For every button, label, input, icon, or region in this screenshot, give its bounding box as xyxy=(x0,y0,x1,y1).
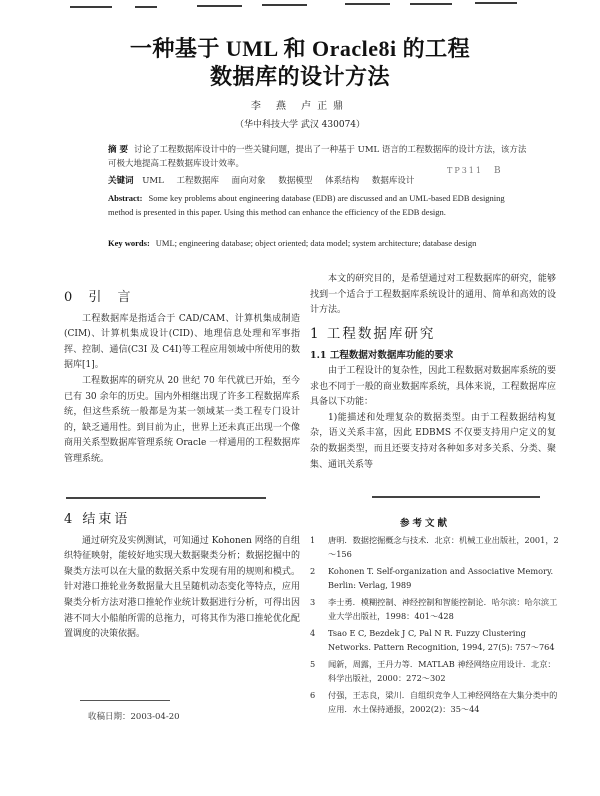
keywords-en xyxy=(108,236,528,250)
paragraph: 工程数据库的研究从 20 世纪 70 年代就已开始，至今已有 30 余年的历史。国内外相继出现了许多工程数据库系统，但这些系统一般都是为某一领域某一类工程专门设计的，缺乏通用性。到目前为止，世界上还未真正出现一个像商用关系型数据库管理系统 Oracle 一样通用的工程数据库管理系统。 xyxy=(64,375,300,464)
header-rule xyxy=(197,5,242,7)
keywords-en-label: Key words: xyxy=(108,238,150,248)
header-rule xyxy=(70,6,112,8)
right-column-intro xyxy=(310,272,556,473)
paragraph: 工程数据库是指适合于 CAD/CAM、计算机集成制造(CIM)、计算机集成设计(CID)、地理信息处理和军事指挥、控制、通信(C3I 及 C4I)等工程应用领域中所使用的数据库[1]。 xyxy=(64,313,300,371)
reference-item: 3 李士勇．模糊控制、神经控制和智能控制论．哈尔滨：哈尔滨工业大学出版社，1998：401～428 xyxy=(310,597,558,621)
abstract-en xyxy=(108,191,528,219)
header-rule xyxy=(475,2,517,4)
keyword: 面向对象 xyxy=(231,176,266,186)
reference-item: 5 闻新，周露，王丹力等．MATLAB 神经网络应用设计．北京：科学出版社，2000：272～302 xyxy=(310,659,556,683)
keyword: 体系结构 xyxy=(325,176,360,186)
affiliation: （华中科技大学 武汉 430074） xyxy=(234,120,366,130)
reference-item: 2 Kohonen T. Self-organization and Associative Memory. Berlin: Verlag, 1989 xyxy=(310,566,554,590)
paper-title-line-2: 数据库的设计方法 xyxy=(209,64,390,89)
header-rule xyxy=(410,3,452,5)
paragraph: 本文的研究目的，是希望通过对工程数据库的研究，能够找到一个适合于工程数据库系统设计的通用、简单和高效的设计方法。 xyxy=(310,274,556,316)
abstract-en-label: Abstract: xyxy=(108,193,143,203)
header-rule xyxy=(345,3,390,5)
references-title: 参考文献 xyxy=(399,518,450,529)
section-1-heading: 1 工程数据库研究 xyxy=(310,325,436,342)
section-0-heading: 0 引 言 xyxy=(64,290,137,305)
section-4-heading: 4 结束语 xyxy=(64,512,131,527)
keywords-en-text: UML; engineering database; object oriented; data model; system architecture; database design xyxy=(155,238,477,248)
keywords-zh xyxy=(108,174,528,188)
page-break-rule-left xyxy=(66,497,266,499)
keyword: 数据库设计 xyxy=(371,176,415,186)
keyword: 数据模型 xyxy=(278,176,313,186)
keyword: UML xyxy=(142,176,164,186)
left-column-intro xyxy=(64,290,300,468)
classification-stamp: TP311 xyxy=(447,166,483,175)
paper-title-line-1: 一种基于 UML 和 Oracle8i 的工程 xyxy=(129,36,471,61)
header-rule xyxy=(262,4,307,6)
abstract-zh-text: 讨论了工程数据库设计中的一些关键问题，提出了一种基于 UML 语言的工程数据库的设计方法，该方法可极大地提高工程数据库设计效率。 xyxy=(108,145,527,169)
reference-item: 1 唐明．数据挖掘概念与技术．北京：机械工业出版社，2001，2～156 xyxy=(310,535,559,559)
keywords-zh-label: 关键词 xyxy=(108,176,134,186)
authors: 李 燕 卢正鼎 xyxy=(250,101,350,112)
abstract-en-text: Some key problems about engineering database (EDB) are discussed and an UML-based EDB designing method is presented in this paper. Using this method can enhance the efficiency of the EDB design. xyxy=(108,193,505,217)
header-rule xyxy=(135,6,157,8)
paragraph: 通过研究及实例测试，可知通过 Kohonen 网络的自组织特征映射，能较好地实现大数据聚类分析；数据挖掘中的聚类方法可以在大量的数据关系中发现有用的规则和模式。针对港口推轮业务数据量大且呈随机动态变化等特点，应用聚类分析方法对港口推轮作业统计数据进行分析，可得出因港不同大小船舶所需的总拖力，可将其作为港口推轮优化配置调度的决策依据。 xyxy=(64,535,300,640)
paragraph: 由于工程设计的复杂性，因此工程数据对数据库系统的要求也不同于一般的商业数据库系统，具体来说，工程数据库应具备以下功能： xyxy=(310,365,556,408)
footnote-rule xyxy=(80,700,170,701)
paragraph: 1)能描述和处理复杂的数据类型。由于工程数据结构复杂，语义关系丰富，因此 EDBMS 不仅要支持用户定义的复杂的数据类型，而且还要支持对各种如多对多关系、分类、聚集、通讯关系等 xyxy=(310,412,556,470)
reference-item: 6 付强，王志良，梁川．自组织竞争人工神经网络在大集分类中的应用．水土保持通报，2002(2)：35～44 xyxy=(310,690,558,714)
received-date: 收稿日期：2003-04-20 xyxy=(88,712,180,722)
reference-item: 4 Tsao E C, Bezdek J C, Pal N R. Fuzzy Clustering Networks. Pattern Recognition, 1994, 27(5): 757～764 xyxy=(310,628,555,652)
references-list xyxy=(310,533,560,719)
page-break-rule-right xyxy=(372,496,540,498)
keyword: 工程数据库 xyxy=(176,176,219,186)
classification-stamp-2: B xyxy=(494,166,501,176)
section-1-1-heading: 1.1 工程数据对数据库功能的要求 xyxy=(310,350,454,362)
abstract-zh-label: 摘 要 xyxy=(108,145,128,155)
left-column-conclusion xyxy=(64,512,300,643)
